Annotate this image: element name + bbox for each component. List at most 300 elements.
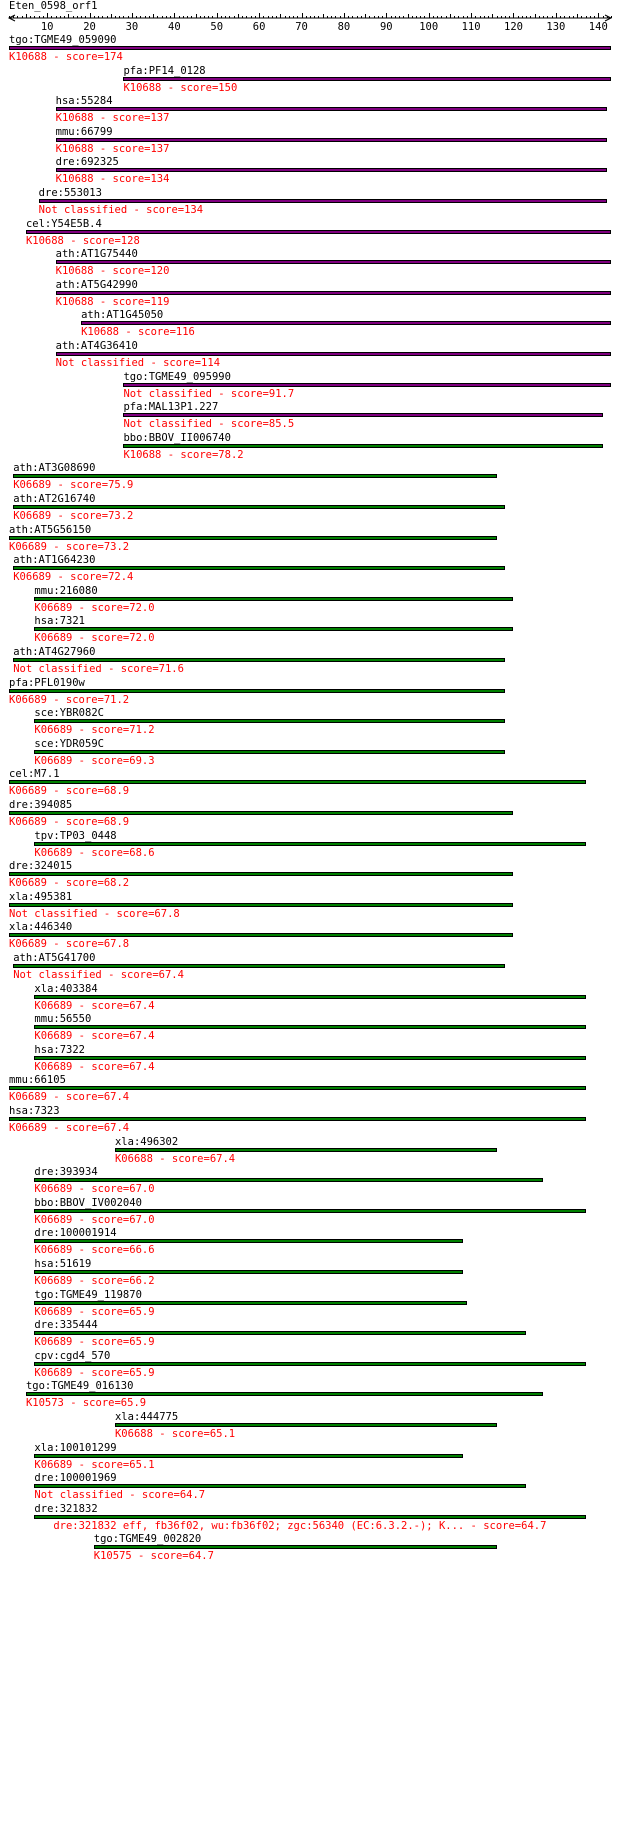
hit-name[interactable]: xla:444775 — [114, 1411, 179, 1423]
score-prefix: - score= — [72, 1183, 130, 1196]
hit-class: K06689 — [9, 693, 47, 706]
hit-class: K10688 — [55, 173, 94, 186]
hit-class: K10688 — [123, 81, 162, 94]
hit-class: K06689 — [34, 1305, 73, 1318]
score-value: 72.0 — [129, 601, 155, 614]
hit-score — [9, 1122, 129, 1134]
hit-score — [34, 1000, 154, 1012]
score-prefix: - score= — [144, 357, 202, 369]
hit-class: K06689 — [34, 1060, 73, 1073]
score-prefix: - score= — [46, 540, 104, 553]
hit-score — [34, 755, 154, 767]
hit-bar[interactable] — [34, 1301, 466, 1305]
score-value: 134 — [150, 173, 170, 186]
score-value: 68.2 — [103, 877, 130, 890]
score-prefix: - score= — [72, 1060, 130, 1073]
hit-name[interactable]: xla:495381 — [9, 890, 73, 903]
score-prefix: - score= — [211, 387, 269, 400]
hit-name[interactable]: hsa:7322 — [34, 1043, 85, 1056]
hit-name[interactable]: cpv:cgd4_570 — [34, 1349, 111, 1362]
score-value: 67.4 — [129, 1030, 155, 1043]
score-value: 65.1 — [129, 1458, 155, 1471]
score-prefix: - score= — [131, 1550, 189, 1563]
score-value: 137 — [150, 112, 170, 125]
hit-name[interactable]: ath:AT1G75440 — [55, 248, 138, 261]
hit-class: K06689 — [9, 877, 47, 890]
hit-score — [39, 204, 203, 216]
score-prefix: - score= — [72, 754, 130, 767]
hit-bar[interactable] — [34, 627, 513, 631]
hit-name[interactable]: dre:553013 — [38, 187, 102, 199]
hit-score — [9, 785, 129, 797]
hit-name[interactable]: ath:AT5G56150 — [9, 523, 92, 536]
hit-class: K10688 — [25, 234, 64, 247]
hit-score — [9, 51, 123, 63]
hit-bar[interactable] — [9, 1086, 586, 1090]
score-prefix: - score= — [63, 234, 121, 247]
hit-name[interactable]: sce:YBR082C — [34, 707, 104, 720]
score-value: 120 — [150, 265, 170, 278]
score-prefix: - score= — [72, 1213, 130, 1226]
hit-class: Not classified — [13, 663, 102, 675]
hit-score — [9, 877, 129, 889]
score-value: 66.2 — [129, 1275, 155, 1287]
hit-class: K06689 — [34, 1030, 73, 1043]
axis-tick-label: 130 — [546, 21, 566, 33]
hit-name[interactable]: pfa:MAL13P1.227 — [123, 401, 219, 414]
hit-name[interactable]: dre:321832 — [34, 1502, 98, 1515]
axis-tick-label: 90 — [379, 21, 393, 33]
hit-bar[interactable] — [123, 413, 602, 417]
hit-class: K06689 — [9, 816, 47, 828]
score-value: 64.7 — [521, 1519, 547, 1532]
hit-name[interactable]: xla:403384 — [34, 982, 98, 995]
hit-name[interactable]: ath:AT5G41700 — [13, 952, 96, 964]
score-prefix: - score= — [101, 663, 159, 675]
hit-bar[interactable] — [34, 1331, 526, 1335]
hit-bar[interactable] — [34, 1270, 462, 1274]
hit-class: K10688 — [81, 326, 119, 339]
hit-bar[interactable] — [9, 536, 497, 540]
hit-class: K06689 — [9, 1122, 47, 1134]
hit-bar[interactable] — [34, 719, 505, 723]
score-value: 67.8 — [103, 938, 130, 951]
hit-bar[interactable] — [56, 260, 611, 264]
hit-score — [9, 1091, 129, 1103]
score-prefix: - score= — [46, 877, 104, 890]
hit-score — [13, 663, 184, 675]
hit-class: K06689 — [34, 1244, 73, 1257]
score-prefix: - score= — [97, 907, 155, 920]
hit-bar[interactable] — [123, 444, 602, 448]
hit-name[interactable]: ath:AT1G45050 — [81, 309, 164, 322]
hit-bar[interactable] — [56, 138, 607, 142]
hit-score — [81, 326, 195, 338]
axis-tick-label: 60 — [252, 21, 266, 33]
hit-name[interactable]: cel:M7.1 — [9, 768, 60, 781]
hit-bar[interactable] — [13, 505, 505, 509]
hit-score — [26, 235, 140, 247]
hit-score — [34, 724, 154, 736]
hit-class: K06689 — [13, 571, 52, 584]
score-prefix: - score= — [51, 479, 109, 492]
hit-score — [34, 1214, 154, 1226]
hit-bar[interactable] — [34, 1454, 462, 1458]
hit-bar[interactable] — [13, 566, 505, 570]
hit-name[interactable]: dre:100001914 — [34, 1227, 117, 1240]
score-prefix: - score= — [46, 785, 104, 798]
hit-name[interactable]: dre:335444 — [34, 1319, 98, 1332]
score-value: 66.6 — [129, 1244, 155, 1257]
hit-name[interactable]: ath:AT1G64230 — [13, 554, 96, 567]
hit-name[interactable]: hsa:7323 — [9, 1105, 60, 1117]
hit-class: K06689 — [34, 1183, 73, 1196]
hit-class: K06689 — [34, 846, 73, 859]
hit-score — [34, 1061, 154, 1073]
hit-name[interactable]: mmu:66105 — [9, 1074, 66, 1087]
score-prefix: - score= — [72, 1275, 130, 1287]
hit-name[interactable]: mmu:216080 — [34, 584, 98, 597]
score-prefix: - score= — [46, 816, 104, 828]
score-value: 174 — [103, 51, 123, 63]
hit-class: K10688 — [55, 265, 94, 278]
axis-tick-label: 20 — [83, 21, 96, 33]
score-value: 65.9 — [129, 1336, 155, 1349]
score-prefix: - score= — [464, 1519, 522, 1532]
hit-class: Not classified — [9, 907, 98, 920]
hit-class: Not classified — [55, 357, 145, 369]
score-prefix: - score= — [152, 1428, 210, 1440]
hit-name[interactable]: bbo:BBOV_II006740 — [123, 431, 231, 444]
hit-class: K06689 — [9, 938, 47, 951]
hit-class: K10688 — [123, 448, 162, 461]
score-prefix: - score= — [101, 969, 159, 981]
hit-class: Not classified — [13, 969, 102, 981]
hit-score — [34, 1244, 154, 1256]
hit-class: K06689 — [34, 1275, 73, 1287]
hit-score — [34, 1306, 154, 1318]
score-value: 116 — [175, 326, 195, 339]
hit-class: K10573 — [25, 1397, 64, 1410]
score-prefix: - score= — [127, 204, 185, 216]
score-prefix: - score= — [93, 142, 151, 155]
score-prefix: - score= — [152, 1152, 210, 1165]
hit-bar[interactable] — [34, 1362, 585, 1366]
hit-score — [13, 969, 184, 981]
hit-name[interactable]: tpv:TP03_0448 — [34, 829, 117, 842]
score-prefix: - score= — [63, 1397, 121, 1410]
hit-class: K06689 — [34, 1213, 73, 1226]
axis-tick-label: 80 — [337, 21, 351, 33]
hit-name[interactable]: dre:100001969 — [34, 1472, 117, 1485]
hit-class: dre:321832 eff, fb36f02, wu:fb36f02; zgc:56340 (EC:6.3.2.-); K... — [53, 1519, 465, 1532]
hit-name[interactable]: hsa:51619 — [34, 1258, 92, 1270]
hit-class: K10688 — [55, 142, 94, 155]
hit-bar[interactable] — [56, 168, 607, 172]
hit-bar[interactable] — [9, 46, 611, 50]
hit-score — [123, 82, 237, 94]
hit-score — [13, 510, 133, 522]
hit-score — [34, 1183, 154, 1195]
hit-bar[interactable] — [26, 1392, 543, 1396]
hit-class: K06689 — [9, 785, 47, 798]
score-value: 137 — [150, 142, 170, 155]
score-prefix: - score= — [119, 326, 176, 339]
hit-score — [123, 449, 243, 461]
score-value: 114 — [201, 357, 221, 369]
hit-score — [34, 632, 154, 644]
score-prefix: - score= — [51, 571, 109, 584]
hit-name[interactable]: dre:324015 — [9, 860, 73, 873]
score-value: 67.8 — [154, 907, 180, 920]
hit-class: K06689 — [34, 1366, 73, 1379]
axis-tick-label: 110 — [461, 21, 481, 33]
axis-tick-label: 10 — [40, 21, 54, 33]
hit-bar[interactable] — [56, 291, 611, 295]
score-value: 65.9 — [120, 1397, 147, 1410]
score-prefix: - score= — [46, 1122, 104, 1134]
score-prefix: - score= — [46, 938, 104, 951]
hit-score — [53, 1520, 546, 1532]
score-value: 71.2 — [103, 693, 130, 706]
hit-score — [115, 1153, 235, 1165]
score-prefix: - score= — [72, 1336, 130, 1349]
hit-bar[interactable] — [9, 933, 513, 937]
hit-name[interactable]: ath:AT4G27960 — [13, 646, 96, 658]
hit-name[interactable]: cel:Y54E5B.4 — [25, 217, 102, 230]
hit-class: K06689 — [34, 1458, 73, 1471]
hit-score — [9, 816, 129, 828]
hit-class: K06689 — [13, 479, 52, 492]
hit-score — [9, 908, 180, 920]
score-value: 73.2 — [108, 510, 134, 522]
score-value: 75.9 — [108, 479, 134, 492]
score-prefix: - score= — [93, 173, 151, 186]
hit-bar[interactable] — [34, 1239, 462, 1243]
hit-bar[interactable] — [56, 352, 611, 356]
score-prefix: - score= — [93, 112, 151, 125]
axis-tick-label: 140 — [588, 21, 608, 33]
hit-bar[interactable] — [34, 1025, 585, 1029]
axis-tick-label: 120 — [504, 21, 523, 33]
score-prefix: - score= — [161, 448, 219, 461]
score-value: 68.6 — [129, 846, 155, 859]
hit-bar[interactable] — [123, 383, 611, 387]
axis-tick-label: 70 — [295, 21, 308, 33]
hit-name[interactable]: bbo:BBOV_IV002040 — [34, 1196, 142, 1209]
hit-name[interactable]: tgo:TGME49_095990 — [123, 370, 231, 383]
hit-name[interactable]: hsa:7321 — [34, 615, 85, 628]
hit-bar[interactable] — [81, 321, 611, 325]
hit-bar[interactable] — [9, 689, 505, 693]
hit-bar[interactable] — [34, 995, 585, 999]
hit-score — [56, 143, 170, 155]
hit-bar[interactable] — [34, 1178, 543, 1182]
hit-name[interactable]: xla:100101299 — [34, 1441, 117, 1454]
score-prefix: - score= — [93, 265, 151, 278]
hit-class: K06689 — [13, 510, 52, 522]
hit-bar[interactable] — [34, 1484, 526, 1488]
hit-class: K10688 — [9, 51, 47, 63]
hit-name[interactable]: dre:393934 — [34, 1166, 98, 1179]
hit-name[interactable]: sce:YDR059C — [34, 737, 104, 750]
hit-class: K06688 — [114, 1428, 153, 1440]
hit-bar[interactable] — [115, 1423, 497, 1427]
hit-name[interactable]: pfa:PFL0190w — [9, 676, 85, 689]
hit-score — [123, 388, 294, 400]
hit-bar[interactable] — [34, 842, 585, 846]
hit-class: Not classified — [123, 387, 212, 400]
score-value: 64.7 — [179, 1489, 206, 1502]
hit-bar[interactable] — [34, 1209, 585, 1213]
hit-name[interactable]: mmu:56550 — [34, 1013, 92, 1026]
hit-score — [9, 541, 129, 553]
hit-class: K06689 — [34, 754, 73, 767]
hit-score — [34, 1459, 154, 1471]
hit-score — [56, 112, 170, 124]
score-value: 68.9 — [103, 816, 130, 828]
hit-class: K06689 — [34, 724, 73, 737]
hit-score — [123, 418, 294, 430]
hit-class: K06689 — [34, 1336, 73, 1349]
score-prefix: - score= — [72, 632, 130, 645]
score-value: 68.9 — [103, 785, 130, 798]
hit-score — [56, 173, 170, 185]
hit-bar[interactable] — [115, 1148, 497, 1152]
score-prefix: - score= — [72, 999, 130, 1012]
score-prefix: - score= — [93, 295, 151, 308]
axis-tick-label: 40 — [168, 21, 181, 33]
hit-score — [115, 1428, 235, 1440]
hit-bar[interactable] — [9, 903, 513, 907]
hit-name[interactable]: ath:AT5G42990 — [55, 278, 138, 291]
score-prefix: - score= — [72, 1030, 130, 1043]
score-prefix: - score= — [211, 418, 269, 431]
hit-score — [26, 1397, 146, 1409]
hit-score — [34, 847, 154, 859]
hit-name[interactable]: tgo:TGME49_059090 — [9, 34, 117, 46]
hit-name[interactable]: tgo:TGME49_002820 — [93, 1533, 202, 1546]
hit-class: Not classified — [34, 1489, 123, 1502]
hit-score — [13, 571, 133, 583]
score-value: 71.2 — [129, 724, 155, 737]
hit-bar[interactable] — [39, 199, 607, 203]
hit-class: K06689 — [9, 540, 47, 553]
hit-name[interactable]: tgo:TGME49_016130 — [25, 1380, 134, 1393]
score-value: 67.4 — [129, 1060, 155, 1073]
hit-name[interactable]: tgo:TGME49_119870 — [34, 1288, 142, 1301]
hit-bar[interactable] — [34, 1056, 585, 1060]
score-value: 67.4 — [209, 1152, 236, 1165]
score-value: 78.2 — [218, 448, 244, 461]
query-title: Eten_0598_orf1 — [9, 0, 98, 12]
hit-class: K06688 — [114, 1152, 153, 1165]
score-prefix: - score= — [72, 1458, 130, 1471]
hit-bar[interactable] — [34, 597, 513, 601]
score-value: 150 — [218, 81, 238, 94]
hit-bar[interactable] — [94, 1545, 497, 1549]
hit-class: Not classified — [123, 418, 212, 431]
hit-name[interactable]: dre:692325 — [55, 156, 119, 169]
score-prefix: - score= — [46, 693, 104, 706]
hit-bar[interactable] — [13, 964, 505, 968]
hit-name[interactable]: ath:AT4G36410 — [55, 340, 138, 352]
hit-score — [34, 1336, 154, 1348]
axis-tick-label: 50 — [210, 21, 224, 33]
score-prefix: - score= — [46, 51, 104, 63]
score-value: 134 — [184, 204, 204, 216]
hit-name[interactable]: mmu:66799 — [55, 125, 113, 138]
score-value: 91.7 — [268, 387, 295, 400]
hit-bar[interactable] — [26, 230, 611, 234]
score-value: 128 — [120, 234, 140, 247]
hit-name[interactable]: xla:446340 — [9, 921, 73, 934]
score-prefix: - score= — [72, 1244, 130, 1257]
hit-bar[interactable] — [34, 1515, 585, 1519]
hit-class: K06689 — [34, 999, 73, 1012]
hit-bar[interactable] — [9, 780, 586, 784]
hit-bar[interactable] — [56, 107, 607, 111]
hit-score — [56, 357, 220, 369]
hit-score — [34, 1489, 205, 1501]
hit-name[interactable]: xla:496302 — [114, 1135, 179, 1148]
score-value: 119 — [150, 295, 170, 308]
score-prefix: - score= — [122, 1489, 180, 1502]
hit-class: Not classified — [38, 204, 128, 216]
hit-score — [9, 938, 129, 950]
score-value: 67.4 — [158, 969, 184, 981]
hit-score — [94, 1550, 214, 1562]
score-value: 67.0 — [129, 1183, 155, 1196]
score-value: 85.5 — [268, 418, 295, 431]
score-value: 73.2 — [103, 540, 130, 553]
score-value: 67.4 — [129, 999, 155, 1012]
score-value: 64.7 — [188, 1550, 214, 1563]
hit-name[interactable]: ath:AT3G08690 — [13, 462, 96, 475]
score-prefix: - score= — [72, 846, 130, 859]
score-prefix: - score= — [72, 1305, 130, 1318]
hit-bar[interactable] — [13, 474, 496, 478]
hit-name[interactable]: pfa:PF14_0128 — [123, 64, 206, 77]
hit-score — [34, 1367, 154, 1379]
hit-class: K10575 — [93, 1550, 132, 1563]
score-prefix: - score= — [72, 601, 130, 614]
hit-bar[interactable] — [9, 872, 513, 876]
hit-class: K10688 — [55, 295, 94, 308]
hit-name[interactable]: hsa:55284 — [55, 95, 113, 108]
hit-bar[interactable] — [9, 1117, 586, 1121]
score-value: 69.3 — [129, 754, 155, 767]
hit-score — [34, 1030, 154, 1042]
score-prefix: - score= — [72, 724, 130, 737]
score-prefix: - score= — [46, 1091, 104, 1104]
score-value: 67.4 — [103, 1122, 130, 1134]
hit-class: K06689 — [9, 1091, 47, 1104]
hit-bar[interactable] — [13, 658, 505, 662]
axis-tick-label: 100 — [419, 21, 439, 33]
hit-bar[interactable] — [123, 77, 611, 81]
hit-class: K10688 — [55, 112, 94, 125]
score-prefix: - score= — [161, 81, 219, 94]
hit-class: K06689 — [34, 632, 73, 645]
hit-bar[interactable] — [9, 811, 513, 815]
hit-bar[interactable] — [34, 750, 505, 754]
axis-tick-label: 30 — [125, 21, 139, 33]
hit-name[interactable]: dre:394085 — [9, 799, 73, 811]
hit-class: K06689 — [34, 601, 73, 614]
hit-name[interactable]: ath:AT2G16740 — [13, 493, 96, 505]
score-value: 65.9 — [129, 1305, 155, 1318]
